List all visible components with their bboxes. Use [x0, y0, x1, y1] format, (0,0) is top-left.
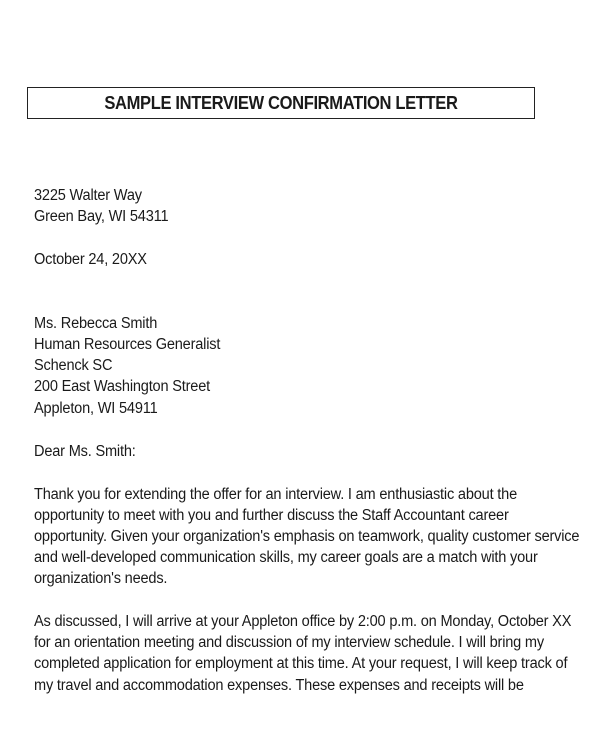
- document-title: SAMPLE INTERVIEW CONFIRMATION LETTER: [104, 92, 458, 113]
- recipient-name: Ms. Rebecca Smith: [34, 315, 158, 332]
- recipient-title: Human Resources Generalist: [34, 336, 221, 353]
- sender-street: 3225 Walter Way: [34, 187, 142, 204]
- paragraph1-line: opportunity. Given your organization's emphasis on teamwork, quality customer service: [34, 528, 580, 545]
- paragraph1-line: Thank you for extending the offer for an interview. I am enthusiastic about the: [34, 486, 517, 503]
- paragraph2-line: my travel and accommodation expenses. These expenses and receipts will be: [34, 677, 524, 694]
- recipient-street: 200 East Washington Street: [34, 378, 211, 395]
- paragraph2-line: for an orientation meeting and discussion of my interview schedule. I will bring my: [34, 634, 544, 651]
- paragraph1-line: opportunity to meet with you and further discuss the Staff Accountant career: [34, 507, 509, 524]
- paragraph1-line: and well-developed communication skills, my career goals are a match with your: [34, 549, 538, 566]
- paragraph2-line: As discussed, I will arrive at your Appleton office by 2:00 p.m. on Monday, October XX: [34, 613, 572, 630]
- recipient-city-state-zip: Appleton, WI 54911: [34, 400, 158, 417]
- title-box: [27, 87, 535, 119]
- paragraph1-line: organization's needs.: [34, 570, 168, 587]
- recipient-company: Schenck SC: [34, 357, 113, 374]
- letter-date: October 24, 20XX: [34, 251, 147, 268]
- paragraph2-line: completed application for employment at this time. At your request, I will keep track of: [34, 655, 568, 672]
- sender-city-state-zip: Green Bay, WI 54311: [34, 208, 169, 225]
- salutation: Dear Ms. Smith:: [34, 443, 136, 460]
